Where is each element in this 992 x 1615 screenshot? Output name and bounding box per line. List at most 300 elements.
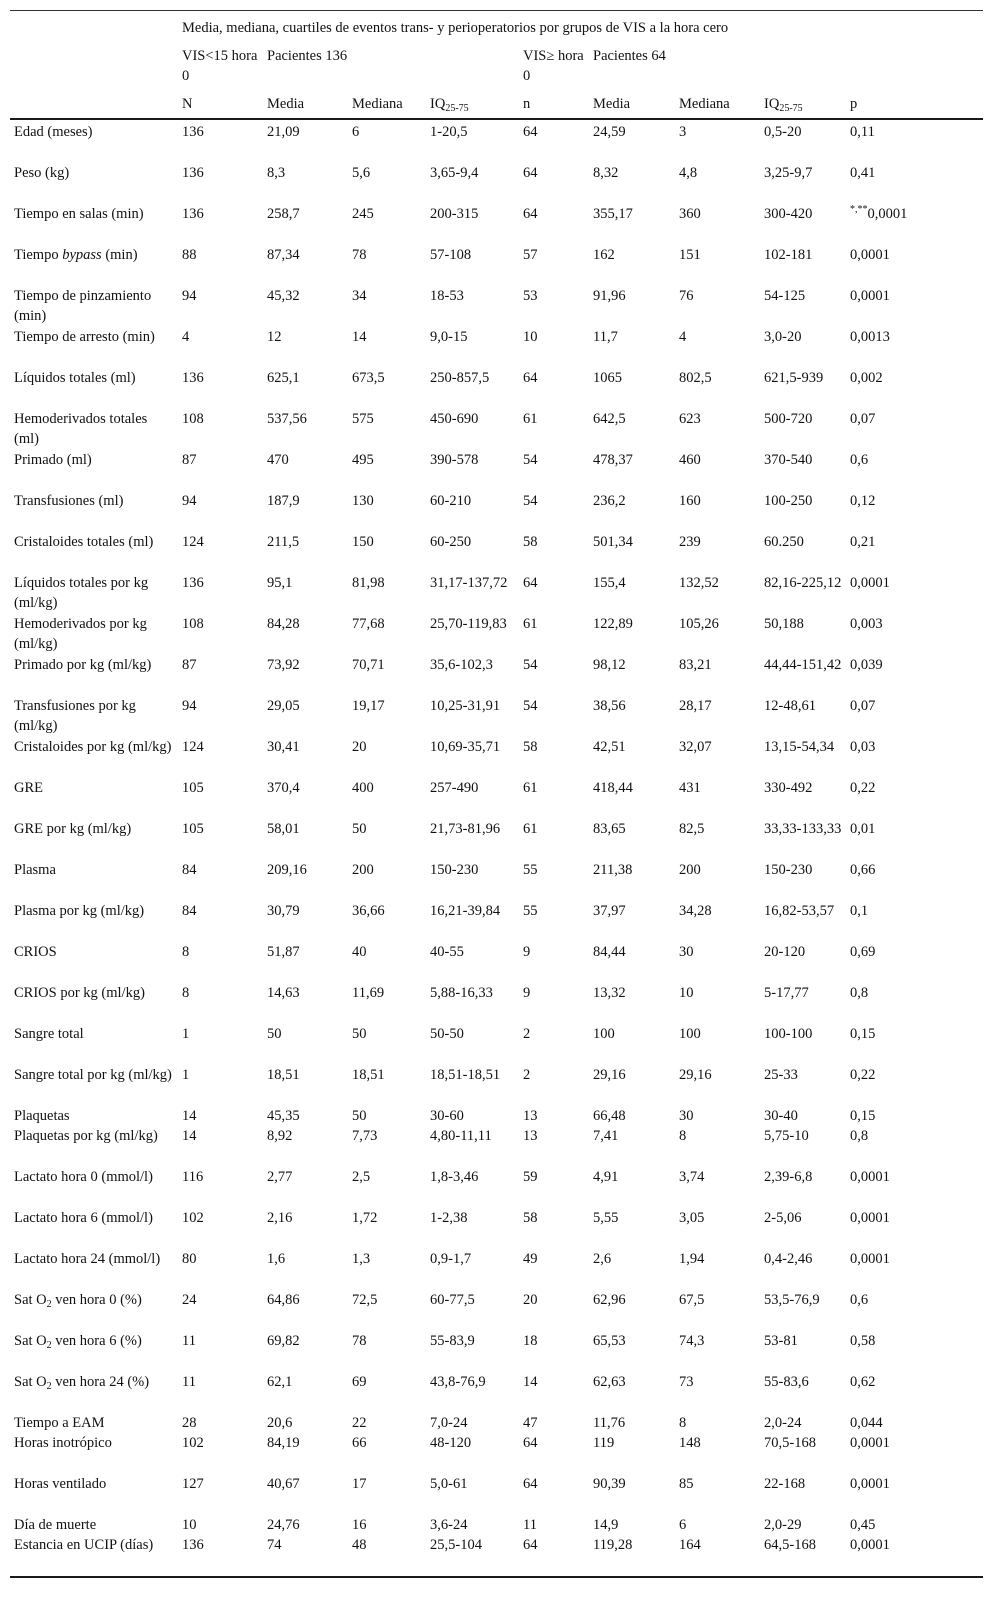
cell-mediana2: 32,07 [679,739,712,755]
cell-n1: 136 [182,370,204,386]
cell-iq2: 150-230 [764,862,813,878]
cell-n2: 61 [523,821,538,837]
cell-iq1: 43,8-76,9 [430,1374,486,1390]
cell-mediana2: 3 [679,124,687,140]
cell-mediana1: 5,6 [352,165,371,181]
table-row [10,778,983,819]
table-row [10,1413,983,1433]
cell-mediana1: 50 [352,821,367,837]
cell-media1: 95,1 [267,575,293,591]
cell-iq1: 60-250 [430,534,472,550]
cell-iq2: 53,5-76,9 [764,1292,820,1308]
cell-media1: 258,7 [267,206,300,222]
cell-n1: 84 [182,862,197,878]
col-iq2: $IQ_{25-75}$ [760,94,846,119]
cell-p: 0,45 [850,1517,876,1533]
cell-mediana2: 151 [679,247,701,263]
row-label: Horas inotrópico [14,1435,112,1451]
cell-n2: 2 [523,1026,531,1042]
cell-n1: 102 [182,1210,204,1226]
cell-mediana1: 17 [352,1476,367,1492]
cell-iq1: 450-690 [430,411,479,427]
cell-n1: 80 [182,1251,197,1267]
cell-n1: 136 [182,124,204,140]
cell-p: 0,044 [850,1415,883,1431]
cell-media2: 1065 [593,370,622,386]
cell-n1: 124 [182,534,204,550]
cell-p: 0,6 [850,452,869,468]
cell-mediana1: 70,71 [352,657,385,673]
cell-mediana1: 34 [352,288,367,304]
table-row [10,573,983,614]
table-row [10,983,983,1024]
cell-media1: 51,87 [267,944,300,960]
table-row [10,245,983,286]
cell-iq2: 102-181 [764,247,813,263]
cell-media1: 84,28 [267,616,300,632]
cell-mediana2: 28,17 [679,698,712,714]
row-label: Tiempo bypass (min) [14,247,138,263]
cell-p: 0,15 [850,1108,876,1124]
row-label: Líquidos totales (ml) [14,370,136,386]
cell-mediana1: 78 [352,247,367,263]
cell-mediana2: 148 [679,1435,701,1451]
cell-media2: 84,44 [593,944,626,960]
cell-media2: 90,39 [593,1476,626,1492]
cell-mediana1: 575 [352,411,374,427]
table-row [10,942,983,983]
cell-iq1: 200-315 [430,206,479,222]
cell-media2: 24,59 [593,124,626,140]
row-label: Cristaloides totales (ml) [14,534,154,550]
cell-iq2: 100-100 [764,1026,813,1042]
row-label: Sat $O_2$ ven hora 24 (%) [14,1374,150,1392]
cell-iq2: 33,33-133,33 [764,821,842,837]
table-row [10,614,983,655]
cell-mediana1: 40 [352,944,367,960]
row-label: Sat $O_2$ ven hora 0 (%) [14,1292,142,1310]
row-label: Tiempo en salas (min) [14,206,144,222]
cell-mediana1: 81,98 [352,575,385,591]
cell-iq2: 60.250 [764,534,804,550]
cell-p: 0,8 [850,985,869,1001]
cell-p: 0,15 [850,1026,876,1042]
cell-mediana1: 16 [352,1517,367,1533]
cell-iq2: 3,0-20 [764,329,802,345]
col-media1: Media [263,94,348,119]
cell-media1: 21,09 [267,124,300,140]
cell-mediana1: 495 [352,452,374,468]
cell-media2: 38,56 [593,698,626,714]
cell-n1: 24 [182,1292,197,1308]
table-row [10,819,983,860]
cell-iq1: 0,9-1,7 [430,1251,472,1267]
cell-n2: 61 [523,780,538,796]
cell-p: 0,0013 [850,329,890,345]
cell-media1: 12 [267,329,282,345]
cell-iq1: 30-60 [430,1108,464,1124]
cell-mediana2: 8 [679,1415,687,1431]
cell-mediana2: 105,26 [679,616,719,632]
row-label: Transfusiones por kg (ml/kg) [14,698,136,734]
cell-n2: 53 [523,288,538,304]
cell-media2: 100 [593,1026,615,1042]
cell-n2: 55 [523,903,538,919]
cell-n2: 61 [523,411,538,427]
cell-iq1: 390-578 [430,452,479,468]
cell-mediana1: 245 [352,206,374,222]
table-row [10,1106,983,1126]
cell-media2: 62,96 [593,1292,626,1308]
cell-n2: 13 [523,1108,538,1124]
cell-iq1: 10,69-35,71 [430,739,501,755]
row-label: Lactato hora 0 (mmol/l) [14,1169,153,1185]
cell-mediana2: 4 [679,329,687,345]
table-caption: Media, mediana, cuartiles de eventos trans- y perioperatorios por grupos de VIS a la hora cero [182,20,729,36]
row-label: CRIOS [14,944,57,960]
cell-mediana1: 2,5 [352,1169,371,1185]
table-row [10,1372,983,1413]
row-label: Tiempo de pinzamiento (min) [14,288,152,324]
row-label: Hemoderivados por kg (ml/kg) [14,616,147,652]
cell-n1: 108 [182,411,204,427]
cell-mediana2: 10 [679,985,694,1001]
cell-n1: 87 [182,452,197,468]
cell-mediana1: 69 [352,1374,367,1390]
cell-n1: 136 [182,165,204,181]
cell-iq1: 25,70-119,83 [430,616,507,632]
cell-iq2: 2,0-29 [764,1517,802,1533]
cell-n2: 9 [523,944,531,960]
cell-p: 0,002 [850,370,883,386]
table-body [10,119,983,1577]
cell-mediana1: 18,51 [352,1067,385,1083]
cell-p: 0,11 [850,124,875,140]
table-row [10,532,983,573]
col-n1: N [178,94,263,119]
cell-iq1: 5,88-16,33 [430,985,493,1001]
cell-mediana2: 67,5 [679,1292,705,1308]
cell-mediana1: 50 [352,1026,367,1042]
row-label: Tiempo a EAM [14,1415,105,1431]
cell-mediana1: 14 [352,329,367,345]
cell-iq1: 7,0-24 [430,1415,468,1431]
cell-n1: 124 [182,739,204,755]
cell-iq2: 64,5-168 [764,1537,816,1553]
cell-mediana1: 11,69 [352,985,385,1001]
cell-p: 0,07 [850,698,876,714]
cell-mediana2: 74,3 [679,1333,705,1349]
cell-iq2: 100-250 [764,493,813,509]
cell-iq1: 60-210 [430,493,472,509]
cell-media2: 65,53 [593,1333,626,1349]
row-label: Horas ventilado [14,1476,107,1492]
cell-mediana1: 77,68 [352,616,385,632]
cell-iq1: 4,80-11,11 [430,1128,492,1144]
cell-media2: 119,28 [593,1537,633,1553]
row-label: Sangre total por kg (ml/kg) [14,1067,172,1083]
cell-n1: 87 [182,657,197,673]
cell-mediana1: 19,17 [352,698,385,714]
cell-mediana2: 3,05 [679,1210,705,1226]
cell-mediana2: 802,5 [679,370,712,386]
cell-media1: 69,82 [267,1333,300,1349]
cell-n2: 20 [523,1292,538,1308]
cell-n1: 1 [182,1026,190,1042]
cell-iq2: 300-420 [764,206,813,222]
cell-iq1: 3,6-24 [430,1517,468,1533]
table-row [10,1167,983,1208]
cell-media2: 8,32 [593,165,619,181]
cell-p: 0,41 [850,165,876,181]
cell-media1: 62,1 [267,1374,293,1390]
cell-iq1: 250-857,5 [430,370,490,386]
cell-n1: 14 [182,1108,197,1124]
cell-media1: 370,4 [267,780,300,796]
row-label: Líquidos totales por kg (ml/kg) [14,575,149,611]
cell-p: 0,003 [850,616,883,632]
cell-n1: 14 [182,1128,197,1144]
cell-media1: 30,79 [267,903,300,919]
table-row [10,119,983,163]
table-row [10,1290,983,1331]
cell-iq2: 370-540 [764,452,813,468]
cell-media2: 66,48 [593,1108,626,1124]
cell-mediana1: 130 [352,493,374,509]
cell-media1: 40,67 [267,1476,300,1492]
cell-mediana1: 7,73 [352,1128,378,1144]
cell-n1: 4 [182,329,190,345]
cell-media2: 42,51 [593,739,626,755]
cell-mediana2: 29,16 [679,1067,712,1083]
row-label: Día de muerte [14,1517,97,1533]
cell-p: 0,0001 [850,1169,890,1185]
cell-iq1: 10,25-31,91 [430,698,501,714]
cell-n1: 136 [182,206,204,222]
cell-media1: 30,41 [267,739,300,755]
cell-n1: 94 [182,288,197,304]
cell-media1: 209,16 [267,862,307,878]
cell-media1: 2,77 [267,1169,293,1185]
cell-p: 0,0001 [850,1210,890,1226]
row-label: Plasma [14,862,56,878]
cell-mediana2: 76 [679,288,694,304]
cell-n1: 94 [182,493,197,509]
table-row [10,1474,983,1515]
cell-mediana1: 400 [352,780,374,796]
cell-n2: 55 [523,862,538,878]
cell-p: 0,0001 [850,1251,890,1267]
cell-iq2: 25-33 [764,1067,798,1083]
cell-p: 0,0001 [850,247,890,263]
table-row [10,450,983,491]
cell-p: 0,69 [850,944,876,960]
cell-media2: 211,38 [593,862,633,878]
cell-iq1: 40-55 [430,944,464,960]
cell-p: 0,039 [850,657,883,673]
cell-n2: 64 [523,124,538,140]
cell-mediana1: 1,72 [352,1210,378,1226]
cell-iq2: 12-48,61 [764,698,816,714]
cell-iq1: 31,17-137,72 [430,575,508,591]
row-label: CRIOS por kg (ml/kg) [14,985,145,1001]
row-label: Sangre total [14,1026,84,1042]
data-table [10,10,983,1578]
cell-mediana2: 4,8 [679,165,698,181]
cell-media1: 1,6 [267,1251,286,1267]
cell-mediana1: 66 [352,1435,367,1451]
cell-mediana2: 30 [679,1108,694,1124]
row-label: GRE [14,780,43,796]
cell-iq2: 2,0-24 [764,1415,802,1431]
cell-mediana2: 82,5 [679,821,705,837]
cell-n2: 64 [523,1537,538,1553]
cell-media2: 11,7 [593,329,618,345]
row-label: Hemoderivados totales (ml) [14,411,148,447]
cell-media2: 5,55 [593,1210,619,1226]
cell-iq2: 50,188 [764,616,804,632]
cell-n1: 136 [182,575,204,591]
table-row [10,1126,983,1167]
row-label: Plaquetas por kg (ml/kg) [14,1128,158,1144]
cell-n1: 28 [182,1415,197,1431]
group1-patients: Pacientes 136 [267,48,348,64]
cell-iq2: 53-81 [764,1333,798,1349]
cell-media2: 7,41 [593,1128,619,1144]
cell-iq1: 60-77,5 [430,1292,475,1308]
table-row [10,1433,983,1474]
col-media2: Media [589,94,675,119]
cell-iq2: 20-120 [764,944,806,960]
table-row [10,409,983,450]
cell-mediana2: 30 [679,944,694,960]
cell-n1: 84 [182,903,197,919]
cell-mediana2: 160 [679,493,701,509]
cell-iq2: 500-720 [764,411,813,427]
cell-n2: 58 [523,1210,538,1226]
cell-iq2: 621,5-939 [764,370,824,386]
cell-mediana2: 34,28 [679,903,712,919]
cell-iq2: 13,15-54,34 [764,739,835,755]
cell-media1: 87,34 [267,247,300,263]
cell-mediana1: 48 [352,1537,367,1553]
cell-iq2: 70,5-168 [764,1435,816,1451]
cell-iq2: 22-168 [764,1476,806,1492]
cell-n1: 102 [182,1435,204,1451]
cell-n1: 108 [182,616,204,632]
cell-n1: 8 [182,985,190,1001]
cell-p: 0,22 [850,780,876,796]
cell-mediana2: 73 [679,1374,694,1390]
cell-iq1: 257-490 [430,780,479,796]
cell-media2: 119 [593,1435,615,1451]
cell-mediana2: 132,52 [679,575,719,591]
row-label: Sat $O_2$ ven hora 6 (%) [14,1333,142,1351]
cell-n2: 9 [523,985,531,1001]
cell-p: 0,8 [850,1128,869,1144]
cell-media2: 62,63 [593,1374,626,1390]
group2-label: VIS≥ hora 0 [523,48,584,84]
cell-iq1: 21,73-81,96 [430,821,501,837]
cell-media1: 211,5 [267,534,300,550]
cell-media2: 355,17 [593,206,633,222]
row-label: Peso (kg) [14,165,70,181]
cell-n2: 64 [523,370,538,386]
cell-media1: 29,05 [267,698,300,714]
group1-label: VIS<15 hora 0 [182,48,258,84]
cell-n1: 105 [182,821,204,837]
row-label: Primado (ml) [14,452,92,468]
cell-n2: 64 [523,1435,538,1451]
cell-media1: 2,16 [267,1210,293,1226]
cell-iq2: 30-40 [764,1108,798,1124]
cell-n2: 61 [523,616,538,632]
cell-iq1: 55-83,9 [430,1333,475,1349]
cell-mediana2: 431 [679,780,701,796]
table-row [10,163,983,204]
cell-media1: 50 [267,1026,282,1042]
cell-p: 0,07 [850,411,876,427]
col-mediana2: Mediana [675,94,760,119]
cell-n1: 1 [182,1067,190,1083]
cell-media1: 64,86 [267,1292,300,1308]
cell-media1: 84,19 [267,1435,300,1451]
cell-n1: 10 [182,1517,197,1533]
table-row [10,1535,983,1577]
cell-mediana2: 8 [679,1128,687,1144]
cell-mediana1: 78 [352,1333,367,1349]
cell-media2: 11,76 [593,1415,626,1431]
cell-iq1: 57-108 [430,247,472,263]
table-row [10,204,983,245]
cell-n2: 2 [523,1067,531,1083]
cell-mediana2: 460 [679,452,701,468]
cell-media1: 45,32 [267,288,300,304]
cell-media1: 58,01 [267,821,300,837]
cell-mediana2: 200 [679,862,701,878]
cell-n2: 64 [523,206,538,222]
cell-n1: 127 [182,1476,204,1492]
cell-iq2: 5-17,77 [764,985,809,1001]
cell-iq1: 25,5-104 [430,1537,482,1553]
cell-media2: 14,9 [593,1517,619,1533]
row-label: Plaquetas [14,1108,70,1124]
cell-mediana2: 239 [679,534,701,550]
cell-n1: 88 [182,247,197,263]
cell-p: 0,58 [850,1333,876,1349]
cell-media2: 37,97 [593,903,626,919]
cell-mediana2: 100 [679,1026,701,1042]
table-row [10,286,983,327]
row-label: Lactato hora 24 (mmol/l) [14,1251,161,1267]
cell-media1: 470 [267,452,289,468]
cell-media2: 418,44 [593,780,633,796]
cell-media2: 162 [593,247,615,263]
cell-p: 0,01 [850,821,876,837]
cell-n2: 58 [523,739,538,755]
cell-iq1: 48-120 [430,1435,472,1451]
table-row [10,1065,983,1106]
cell-p: 0,12 [850,493,876,509]
col-iq1: $IQ_{25-75}$ [426,94,519,119]
table-row [10,368,983,409]
row-label: Transfusiones (ml) [14,493,124,509]
cell-iq1: 1,8-3,46 [430,1169,479,1185]
cell-iq2: 0,4-2,46 [764,1251,813,1267]
cell-mediana2: 164 [679,1537,701,1553]
row-label: Lactato hora 6 (mmol/l) [14,1210,153,1226]
cell-p: 0,66 [850,862,876,878]
